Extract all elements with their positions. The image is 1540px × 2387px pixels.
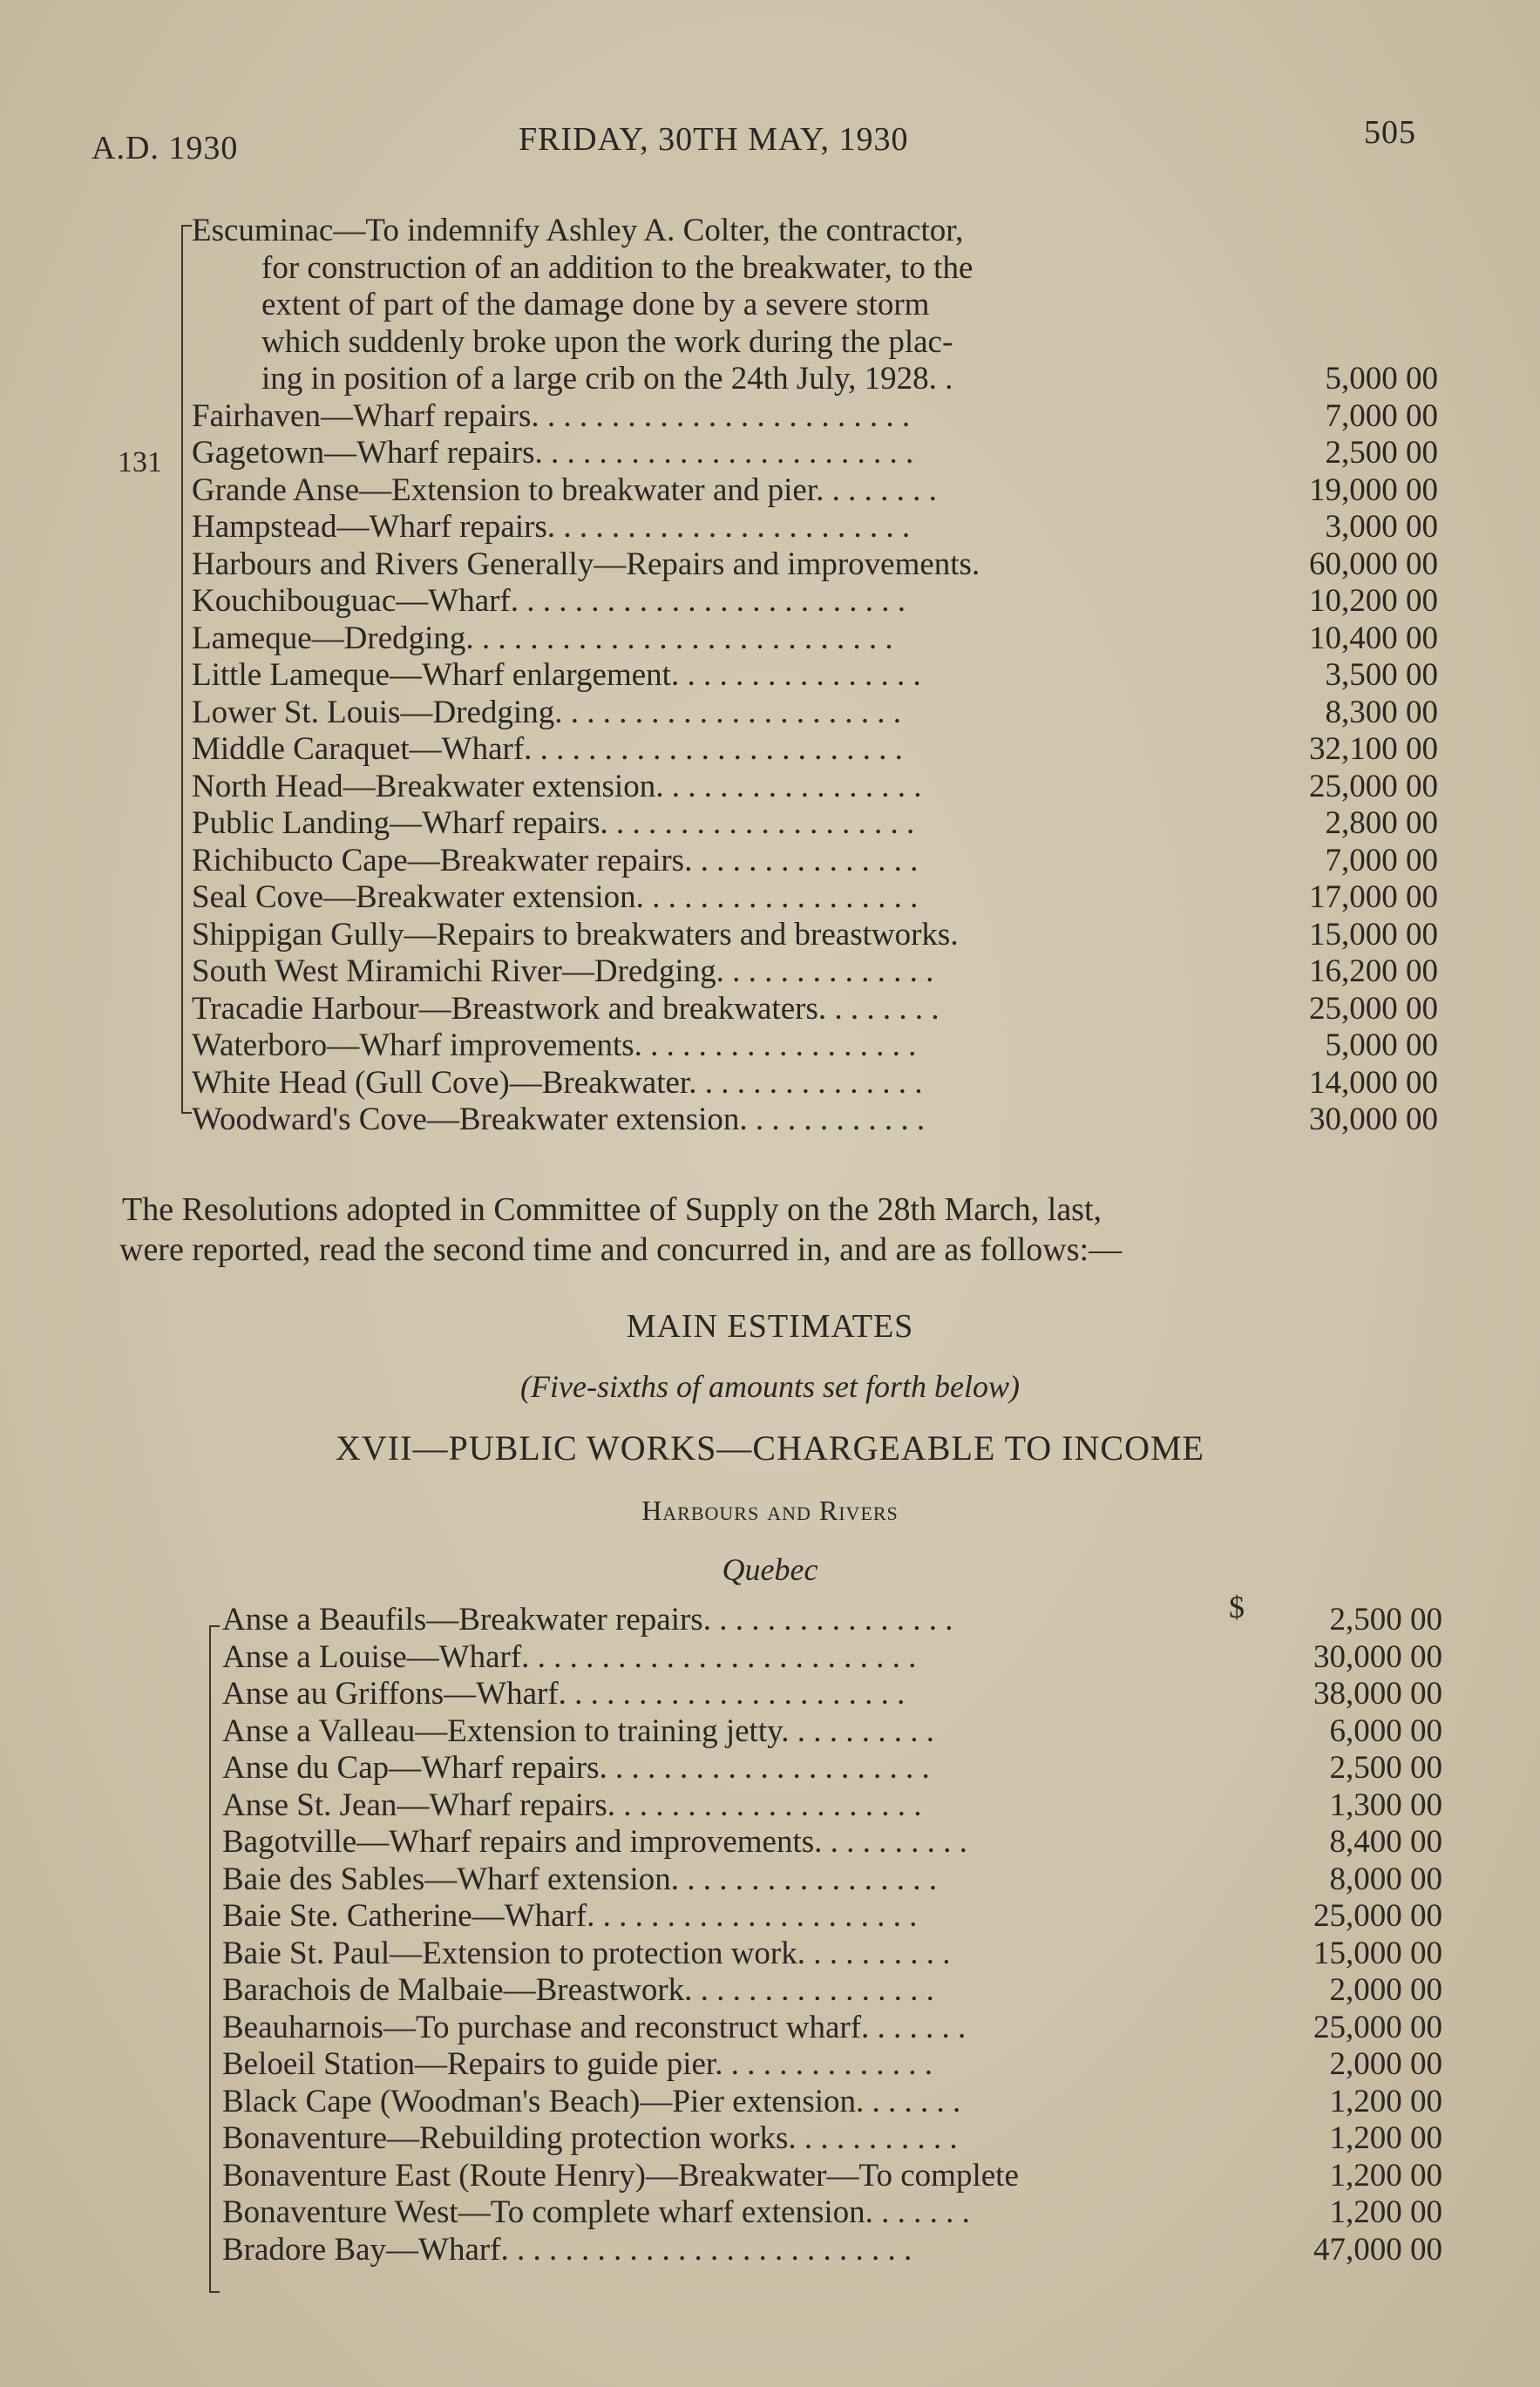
list-item-label: Escuminac—To indemnify Ashley A. Colter, the contractor, bbox=[192, 213, 964, 248]
list-item-label: Anse a Louise—Wharf. . . . . . . . . . . . . . . . . . . . . . . . . bbox=[222, 1638, 917, 1675]
resolutions-paragraph bbox=[119, 1190, 1429, 1270]
list-item bbox=[222, 2120, 1477, 2158]
list-item bbox=[192, 435, 1447, 472]
list-item-amount: 25,000 00 bbox=[1313, 1898, 1442, 1934]
header-year: A.D. 1930 bbox=[92, 130, 239, 166]
list-item-label: Gagetown—Wharf repairs. . . . . . . . . . . . . . . . . . . . . . . . bbox=[192, 435, 914, 471]
list-item-label: ing in position of a large crib on the 24th July, 1928. . bbox=[261, 361, 953, 397]
list-item-label: Shippigan Gully—Repairs to breakwaters and breastworks. bbox=[192, 916, 959, 953]
list-item-label: Middle Caraquet—Wharf. . . . . . . . . . . . . . . . . . . . . . . . bbox=[192, 731, 903, 767]
list-item-label: Anse du Cap—Wharf repairs. . . . . . . . . . . . . . . . . . . . . bbox=[222, 1750, 930, 1786]
list-item bbox=[192, 583, 1447, 620]
list-item bbox=[192, 287, 1447, 324]
list-item-label: Baie St. Paul—Extension to protection work. . . . . . . . . . bbox=[222, 1935, 951, 1971]
list-item-amount: 25,000 00 bbox=[1313, 2009, 1442, 2045]
list-item-label: Anse a Valleau—Extension to training jetty. . . . . . . . . . bbox=[222, 1712, 934, 1749]
list-item bbox=[192, 250, 1447, 288]
list-item bbox=[192, 695, 1447, 732]
list-item-amount: 7,000 00 bbox=[1325, 842, 1438, 878]
paragraph-line: The Resolutions adopted in Committee of Supply on the 28th March, last, bbox=[122, 1191, 1102, 1228]
currency-symbol: $ bbox=[1229, 1590, 1245, 1624]
list-item-amount: 7,000 00 bbox=[1325, 397, 1438, 434]
list-item bbox=[222, 1824, 1477, 1861]
list-item-amount: 1,300 00 bbox=[1329, 1787, 1442, 1823]
list-item bbox=[222, 2010, 1477, 2047]
list-item bbox=[222, 2046, 1477, 2084]
list-item-label: Bradore Bay—Wharf. . . . . . . . . . . . . . . . . . . . . . . . . . bbox=[222, 2231, 912, 2268]
list-item-amount: 25,000 00 bbox=[1309, 990, 1438, 1027]
list-item-label: Lameque—Dredging. . . . . . . . . . . . . . . . . . . . . . . . . . . bbox=[192, 620, 893, 656]
list-item-amount: 6,000 00 bbox=[1329, 1712, 1442, 1749]
list-item-amount: 16,200 00 bbox=[1309, 953, 1438, 989]
list-item bbox=[192, 213, 1447, 250]
list-item bbox=[222, 1936, 1477, 1973]
list-item-amount: 5,000 00 bbox=[1325, 361, 1438, 397]
list-item bbox=[192, 1102, 1447, 1139]
list-item-amount: 32,100 00 bbox=[1309, 731, 1438, 767]
list-item-label: Anse a Beaufils—Breakwater repairs. . . . . . . . . . . . . . . . bbox=[222, 1602, 953, 1638]
list-item-label: North Head—Breakwater extension. . . . . . . . . . . . . . . . . bbox=[192, 768, 922, 804]
list-item-amount: 17,000 00 bbox=[1309, 879, 1438, 915]
list-item-label: Bagotville—Wharf repairs and improvements. . . . . . . . . . bbox=[222, 1824, 967, 1860]
list-item-amount: 38,000 00 bbox=[1313, 1676, 1442, 1712]
list-item-label: Richibucto Cape—Breakwater repairs. . . . . . . . . . . . . . . bbox=[192, 842, 919, 878]
list-item-amount: 30,000 00 bbox=[1313, 1638, 1442, 1675]
list-item-label: Baie Ste. Catherine—Wharf. . . . . . . . . . . . . . . . . . . . . bbox=[222, 1898, 918, 1934]
list-item-label: Black Cape (Woodman's Beach)—Pier extension. . . . . . . bbox=[222, 2083, 961, 2119]
list-item-amount: 25,000 00 bbox=[1309, 768, 1438, 804]
list-item-amount: 1,200 00 bbox=[1329, 2120, 1442, 2156]
list-item-amount: 5,000 00 bbox=[1325, 1027, 1438, 1063]
list-item-label: Bonaventure East (Route Henry)—Breakwater—To complete bbox=[222, 2157, 1019, 2194]
subheading: Harbours and Rivers bbox=[641, 1495, 899, 1526]
list-item bbox=[192, 657, 1447, 695]
list-item-amount: 3,000 00 bbox=[1325, 509, 1438, 545]
list-item-amount: 19,000 00 bbox=[1309, 471, 1438, 508]
page-header bbox=[92, 113, 1416, 166]
list-item-amount: 1,200 00 bbox=[1329, 2083, 1442, 2119]
list-item-amount: 14,000 00 bbox=[1309, 1064, 1438, 1101]
list-item bbox=[222, 1639, 1477, 1677]
list-item bbox=[192, 991, 1447, 1028]
list-item-amount: 10,400 00 bbox=[1309, 620, 1438, 656]
list-item-amount: 3,500 00 bbox=[1325, 657, 1438, 693]
brace-bottom-tick bbox=[209, 2291, 220, 2293]
list-item bbox=[192, 1065, 1447, 1102]
list-item-label: Woodward's Cove—Breakwater extension. . . . . . . . . . . . bbox=[192, 1102, 926, 1137]
list-item bbox=[222, 2232, 1477, 2269]
list-item bbox=[222, 1750, 1477, 1787]
list-item bbox=[192, 843, 1447, 880]
list-item-label: Baie des Sables—Wharf extension. . . . . . . . . . . . . . . . . bbox=[222, 1861, 938, 1897]
province-heading: Quebec bbox=[722, 1552, 818, 1587]
list-item bbox=[192, 731, 1447, 769]
list-item-label: Kouchibouguac—Wharf. . . . . . . . . . . . . . . . . . . . . . . . . bbox=[192, 583, 906, 619]
list-item-label: Lower St. Louis—Dredging. . . . . . . . . . . . . . . . . . . . . . bbox=[192, 694, 901, 730]
list-item-label: which suddenly broke upon the work during the plac- bbox=[261, 323, 953, 360]
list-item-label: Beloeil Station—Repairs to guide pier. . . . . . . . . . . . . . bbox=[222, 2046, 933, 2082]
main-estimates-subtitle: (Five-sixths of amounts set forth below) bbox=[520, 1369, 1020, 1404]
list-item-amount: 2,500 00 bbox=[1325, 435, 1438, 471]
list-item bbox=[222, 2158, 1477, 2195]
list-item-label: White Head (Gull Cove)—Breakwater. . . . . . . . . . . . . . . bbox=[192, 1064, 923, 1101]
list-item bbox=[222, 2084, 1477, 2121]
header-date: FRIDAY, 30TH MAY, 1930 bbox=[519, 121, 909, 158]
list-item bbox=[192, 879, 1447, 917]
list-item-amount: 2,800 00 bbox=[1325, 805, 1438, 841]
section-131-brace bbox=[181, 225, 183, 1114]
list-item-amount: 60,000 00 bbox=[1309, 546, 1438, 582]
department-heading: XVII—PUBLIC WORKS—CHARGEABLE TO INCOME bbox=[336, 1428, 1204, 1468]
list-item-label: for construction of an addition to the breakwater, to the bbox=[261, 249, 974, 286]
quebec-list-brace bbox=[209, 1625, 211, 2292]
list-item-label: Anse St. Jean—Wharf repairs. . . . . . . . . . . . . . . . . . . . bbox=[222, 1787, 922, 1823]
list-item bbox=[192, 472, 1447, 510]
list-item bbox=[222, 1676, 1477, 1713]
list-item bbox=[192, 769, 1447, 806]
page-number: 505 bbox=[1364, 114, 1416, 151]
list-item bbox=[222, 1787, 1477, 1825]
list-item bbox=[192, 917, 1447, 954]
main-estimates-title: MAIN ESTIMATES bbox=[626, 1308, 914, 1345]
list-item-label: Bonaventure West—To complete wharf extension. . . . . . . bbox=[222, 2194, 970, 2230]
list-item-label: Fairhaven—Wharf repairs. . . . . . . . . . . . . . . . . . . . . . . . bbox=[192, 397, 911, 434]
list-item bbox=[222, 1713, 1477, 1751]
list-item bbox=[222, 1602, 1477, 1639]
brace-bottom-tick bbox=[181, 1112, 192, 1114]
list-item bbox=[192, 805, 1447, 843]
list-item-label: Public Landing—Wharf repairs. . . . . . . . . . . . . . . . . . . . bbox=[192, 805, 915, 841]
list-item-label: Beauharnois—To purchase and reconstruct wharf. . . . . . . bbox=[222, 2009, 967, 2045]
list-item-amount: 2,000 00 bbox=[1329, 2046, 1442, 2082]
list-item-label: Bonaventure—Rebuilding protection works. . . . . . . . . . . bbox=[222, 2120, 958, 2156]
list-item bbox=[222, 2194, 1477, 2232]
list-item-label: South West Miramichi River—Dredging. . . . . . . . . . . . . . bbox=[192, 953, 934, 989]
list-item bbox=[192, 361, 1447, 398]
list-item bbox=[222, 1861, 1477, 1899]
list-item-amount: 15,000 00 bbox=[1313, 1935, 1442, 1971]
list-item-label: Grande Anse—Extension to breakwater and pier. . . . . . . . bbox=[192, 471, 937, 508]
brace-top-tick bbox=[181, 225, 192, 227]
section-number: 131 bbox=[118, 446, 162, 478]
list-item bbox=[192, 398, 1447, 436]
list-item-label: Tracadie Harbour—Breastwork and breakwaters. . . . . . . . bbox=[192, 990, 940, 1027]
list-item-amount: 15,000 00 bbox=[1309, 916, 1438, 953]
list-item-label: Seal Cove—Breakwater extension. . . . . . . . . . . . . . . . . . bbox=[192, 879, 919, 915]
list-item-amount: 8,000 00 bbox=[1329, 1861, 1442, 1897]
list-item-amount: 10,200 00 bbox=[1309, 583, 1438, 619]
list-item-label: extent of part of the damage done by a severe storm bbox=[261, 287, 930, 322]
paragraph-line: were reported, read the second time and concurred in, and are as follows:— bbox=[119, 1231, 1123, 1268]
list-item-amount: 1,200 00 bbox=[1329, 2194, 1442, 2230]
list-item-amount: 1,200 00 bbox=[1329, 2157, 1442, 2194]
quebec-estimates-list bbox=[222, 1602, 1477, 2268]
list-item bbox=[192, 620, 1447, 658]
list-item bbox=[192, 546, 1447, 584]
list-item-label: Anse au Griffons—Wharf. . . . . . . . . . . . . . . . . . . . . . bbox=[222, 1676, 906, 1712]
list-item-label: Waterboro—Wharf improvements. . . . . . . . . . . . . . . . . . bbox=[192, 1027, 917, 1063]
list-item bbox=[192, 953, 1447, 991]
list-item-amount: 2,500 00 bbox=[1329, 1602, 1442, 1638]
list-item-amount: 47,000 00 bbox=[1313, 2231, 1442, 2268]
section-131-list bbox=[192, 213, 1447, 1139]
brace-top-tick bbox=[209, 1625, 220, 1627]
list-item-amount: 8,400 00 bbox=[1329, 1824, 1442, 1860]
list-item-amount: 2,500 00 bbox=[1329, 1750, 1442, 1786]
list-item-label: Little Lameque—Wharf enlargement. . . . . . . . . . . . . . . . bbox=[192, 657, 921, 693]
list-item-amount: 2,000 00 bbox=[1329, 1972, 1442, 2008]
list-item bbox=[222, 1972, 1477, 2010]
list-item-amount: 8,300 00 bbox=[1325, 694, 1438, 730]
list-item-amount: 30,000 00 bbox=[1309, 1102, 1438, 1137]
list-item bbox=[222, 1898, 1477, 1936]
list-item bbox=[192, 1027, 1447, 1065]
list-item-label: Harbours and Rivers Generally—Repairs and improvements. bbox=[192, 546, 980, 582]
list-item-label: Hampstead—Wharf repairs. . . . . . . . . . . . . . . . . . . . . . . bbox=[192, 509, 911, 545]
list-item bbox=[192, 509, 1447, 546]
list-item bbox=[192, 324, 1447, 362]
list-item-label: Barachois de Malbaie—Breastwork. . . . . . . . . . . . . . . . bbox=[222, 1972, 934, 2008]
